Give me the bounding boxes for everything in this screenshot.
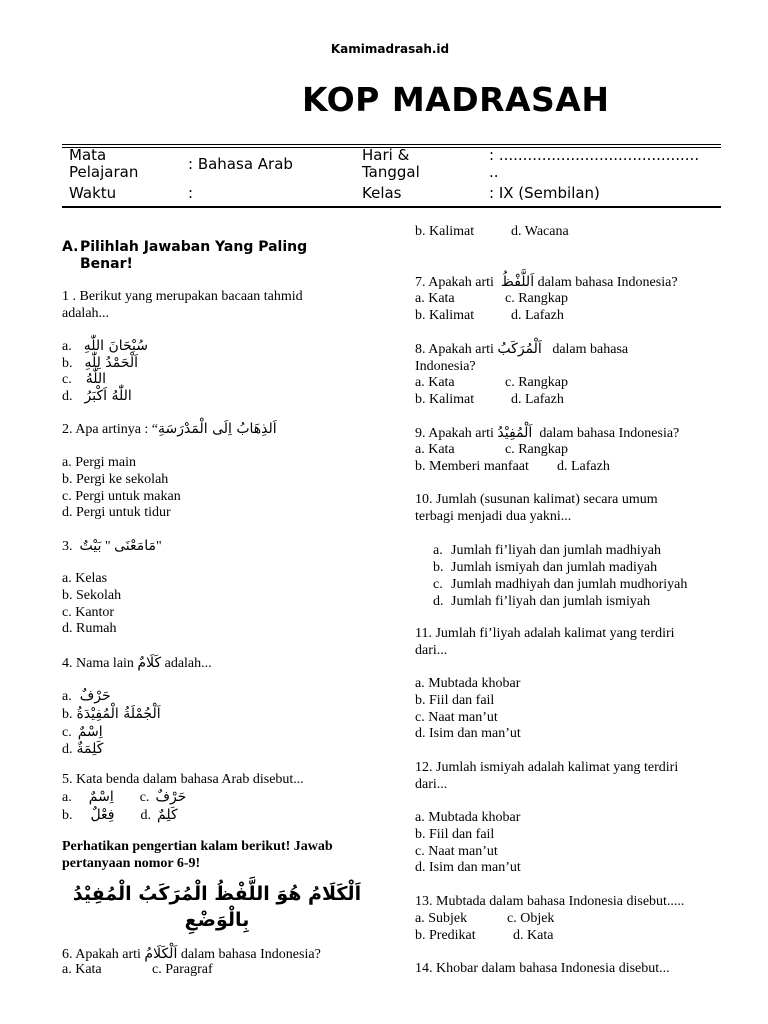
question-8-arabic: اَلْمُرَكَبُ	[497, 341, 542, 357]
question-13: 13. Mubtada dalam bahasa Indonesia disebut.....	[415, 894, 685, 909]
hari-value	[489, 147, 699, 181]
question-5: 5. Kata benda dalam bahasa Arab disebut...	[62, 772, 304, 787]
section-a-title-1: Pilihlah Jawaban Yang Paling	[80, 239, 308, 255]
question-6-options	[62, 962, 213, 979]
kalam-definition	[62, 882, 372, 934]
question-4-arabic: كَلَامٌ	[137, 655, 162, 671]
q1-option-a: a. سُبْحَانَ اللّٰهِ	[62, 338, 149, 354]
question-1-line-2: adalah...	[62, 305, 110, 321]
question-11	[415, 626, 675, 660]
q1-option-c: c. اللّٰهُ	[62, 371, 107, 387]
question-4: 4. Nama lain كَلَامٌ adalah...	[62, 655, 212, 671]
instruction-line-2: pertanyaan nomor 6-9!	[62, 855, 201, 871]
q6-option-c: c. Paragraf	[152, 962, 213, 977]
hari-value-1: : ..........................................	[489, 146, 700, 164]
q10-option-c: c. Jumlah madhiyah dan jumlah mudhoriyah	[433, 577, 688, 592]
q2-option-b: b. Pergi ke sekolah	[62, 471, 169, 487]
q7-option-b: b. Kalimat	[415, 307, 475, 323]
question-7-options	[415, 291, 568, 325]
q7-option-a: a. Kata	[415, 291, 455, 306]
q11-option-a: a. Mubtada khobar	[415, 676, 521, 691]
question-11-line-2: dari...	[415, 642, 448, 658]
question-14: 14. Khobar dalam bahasa Indonesia disebut...	[415, 961, 670, 976]
q2-option-c: c. Pergi untuk makan	[62, 488, 181, 504]
question-9: 9. Apakah arti اَلْمُفِيْدُ dalam bahasa Indonesia?	[415, 425, 680, 441]
q4-option-c: c. اِسْمٌ	[62, 723, 103, 740]
q6-option-a: a. Kata	[62, 962, 102, 977]
question-7-arabic: اَللَّفْظُ	[500, 274, 535, 290]
question-10-options	[433, 542, 687, 610]
q12-option-d: d. Isim dan man’ut	[415, 860, 521, 876]
section-a-title	[80, 239, 307, 273]
instruction-line-1: Perhatikan pengertian kalam berikut! Jawab	[62, 839, 333, 854]
question-2-text: 2. Apa artinya : “	[62, 422, 159, 437]
mapel-label-1: Mata	[69, 146, 107, 164]
waktu-value: :	[188, 184, 194, 202]
bottom-rule	[62, 206, 721, 208]
q7-option-d: d. Lafazh	[511, 307, 564, 323]
mapel-value: : Bahasa Arab	[188, 155, 293, 173]
q1-option-b: b. اَلْحَمْدُ لِلّٰهِ	[62, 354, 138, 371]
q13-option-a: a. Subjek	[415, 911, 468, 926]
question-3-arabic: بَيْتٌ	[79, 538, 102, 554]
question-1-line-1: 1 . Berikut yang merupakan bacaan tahmid	[62, 289, 303, 304]
question-3: 3. بَيْتٌ " مَامَعْنَى"	[62, 538, 162, 554]
question-12	[415, 760, 678, 794]
hari-value-2: ..	[489, 163, 499, 181]
question-10-line-2: terbagi menjadi dua yakni...	[415, 508, 572, 524]
q6-option-d: d. Wacana	[511, 224, 569, 239]
q13-option-c: c. Objek	[507, 911, 555, 926]
q9-option-c: c. Rangkap	[505, 442, 568, 457]
question-12-line-1: 12. Jumlah ismiyah adalah kalimat yang terdiri	[415, 760, 679, 775]
question-4-options	[62, 688, 161, 759]
q9-option-b: b. Memberi manfaat	[415, 458, 529, 474]
mapel-label	[69, 147, 138, 181]
q2-option-a: a. Pergi main	[62, 455, 137, 470]
kelas-label: Kelas	[362, 184, 402, 202]
q8-option-a: a. Kata	[415, 375, 455, 390]
question-7: 7. Apakah arti اَللَّفْظُ dalam bahasa Indonesia?	[415, 274, 678, 290]
q4-option-d: d. كَلِمَةٌ	[62, 741, 104, 758]
instruction-6-9	[62, 839, 333, 873]
hari-label	[362, 147, 420, 181]
q4-option-b: b. اَلْجُمْلَةُ الْمُفِيْدَةُ	[62, 705, 161, 722]
kalam-definition-line-1: اَلْكَلَامُ هُوَ اللَّفْظُ الْمُرَكَبُ الْمُفِيْدُ	[72, 883, 362, 905]
question-2	[62, 421, 277, 439]
question-12-line-2: dari...	[415, 776, 448, 792]
q7-option-c: c. Rangkap	[505, 291, 568, 306]
section-a-title-2: Benar!	[80, 255, 133, 272]
q1-option-d: d. اللّٰهُ اَكْبَرُ	[62, 387, 132, 404]
q6-option-b: b. Kalimat	[415, 224, 475, 239]
mapel-label-2: Pelajaran	[69, 163, 139, 181]
top-rule	[62, 144, 721, 145]
question-6: 6. Apakah arti اَلْكَلَامُ dalam bahasa Indonesia?	[62, 946, 321, 962]
q5-option-row-1: a. اِسْمٌ c. حَرْفٌ	[62, 789, 187, 805]
q8-option-b: b. Kalimat	[415, 391, 475, 407]
question-13-options	[415, 911, 554, 945]
q3-option-d: d. Rumah	[62, 621, 117, 637]
question-9-arabic: اَلْمُفِيْدُ	[497, 425, 533, 441]
question-2-options	[62, 455, 181, 522]
q9-option-d: d. Lafazh	[557, 458, 610, 474]
question-3-arabic-2: مَامَعْنَى	[114, 538, 157, 554]
question-2-arabic: اَلذِهَابُ اِلَى الْمَدْرَسَةِ	[158, 421, 277, 437]
q8-option-d: d. Lafazh	[511, 391, 564, 407]
section-a-letter: A.	[62, 239, 79, 255]
question-10	[415, 492, 658, 526]
question-11-options	[415, 676, 521, 743]
site-name: Kamimadrasah.id	[330, 42, 450, 56]
q13-option-b: b. Predikat	[415, 927, 476, 943]
hari-label-2: Tanggal	[362, 163, 420, 181]
q11-option-b: b. Fiil dan fail	[415, 692, 495, 708]
question-8-options	[415, 375, 568, 409]
q13-option-d: d. Kata	[513, 927, 554, 943]
q9-option-a: a. Kata	[415, 442, 455, 457]
question-10-line-1: 10. Jumlah (susunan kalimat) secara umum	[415, 492, 658, 507]
question-9-options	[415, 442, 610, 476]
q12-option-b: b. Fiil dan fail	[415, 826, 495, 842]
waktu-label: Waktu	[69, 184, 117, 202]
hari-label-1: Hari &	[362, 146, 410, 164]
q11-option-c: c. Naat man’ut	[415, 709, 498, 725]
question-1-options	[62, 338, 148, 404]
question-8-line-2: Indonesia?	[415, 358, 476, 374]
question-6-arabic: اَلْكَلَامُ	[144, 946, 178, 962]
question-8: 8. Apakah arti اَلْمُرَكَبُ dalam bahasa Indonesia?	[415, 341, 629, 374]
question-11-line-1: 11. Jumlah fi’liyah adalah kalimat yang terdiri	[415, 626, 675, 641]
question-5-options	[62, 789, 186, 825]
question-1	[62, 289, 372, 323]
q12-option-c: c. Naat man’ut	[415, 843, 498, 859]
q10-option-a: a. Jumlah fi’liyah dan jumlah madhiyah	[433, 543, 661, 558]
page-title: KOP MADRASAH	[302, 80, 610, 119]
q3-option-b: b. Sekolah	[62, 587, 122, 603]
q3-option-c: c. Kantor	[62, 604, 115, 620]
q12-option-a: a. Mubtada khobar	[415, 810, 521, 825]
q4-option-a: a. حَرْفٌ	[62, 688, 111, 704]
q11-option-d: d. Isim dan man’ut	[415, 726, 521, 742]
question-3-options	[62, 571, 121, 638]
question-12-options	[415, 810, 521, 877]
q10-option-d: d. Jumlah fi’liyah dan jumlah ismiyah	[433, 594, 651, 609]
question-6-options-cont	[415, 224, 569, 241]
q3-option-a: a. Kelas	[62, 571, 108, 586]
q8-option-c: c. Rangkap	[505, 375, 568, 390]
q10-option-b: b. Jumlah ismiyah dan jumlah madiyah	[433, 560, 658, 575]
q5-option-row-2: b. فِعْلٌ d. كَلِمٌ	[62, 806, 178, 823]
kalam-definition-line-2: بِالْوَضْعِ	[184, 909, 250, 931]
q2-option-d: d. Pergi untuk tidur	[62, 505, 171, 521]
kelas-value: : IX (Sembilan)	[489, 184, 600, 202]
